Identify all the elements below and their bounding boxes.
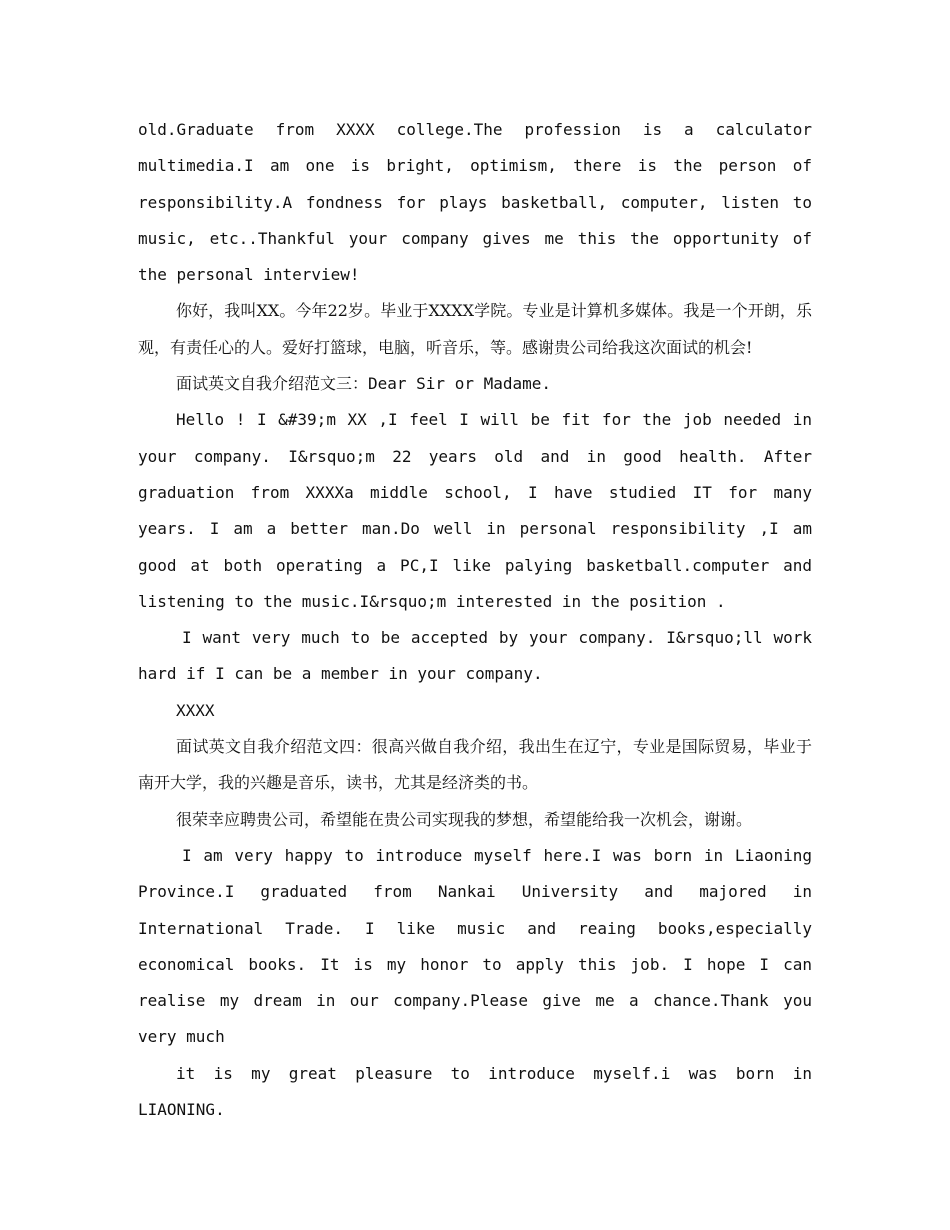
section-heading-sample-three: 面试英文自我介绍范文三：Dear Sir or Madame. (176, 374, 552, 394)
paragraph-intro-chinese: 你好，我叫XX。今年22岁。毕业于XXXX学院。专业是计算机多媒体。我是一个开朗，乐观，有责任心的人。爱好打篮球，电脑，听音乐，等。感谢贵公司给我这次面试的机会! (138, 301, 812, 357)
section-heading-sample-four: 面试英文自我介绍范文四：很高兴做自我介绍，我出生在辽宁，专业是国际贸易，毕业于南开大学，我的兴趣是音乐，读书，尤其是经济类的书。 (138, 737, 812, 793)
paragraph-intro-english: old.Graduate from XXXX college.The profession is a calculator multimedia.I am one is bright, optimism, there is the person of responsibility.A fondness for plays basketball, computer, listen to music, etc..Thankful your company gives me this the opportunity of the personal interview! (138, 120, 812, 285)
paragraph-sample-five-start: it is my great pleasure to introduce myself.i was born in LIAONING. (138, 1063, 812, 1120)
paragraph-sample-three-body: Hello ! I &#39;m XX ,I feel I will be fit for the job needed in your company. I&rsquo;m 22 years old and in good health. After graduation from XXXXa middle school, I have studied IT for many years. I am a better man.Do well in personal responsibility ,I am good at both operating a PC,I like palying basketball.computer and listening to the music.I&rsquo;m interested in the position . (138, 410, 812, 611)
document-page (138, 112, 812, 1128)
signature-placeholder: XXXX (176, 700, 215, 720)
paragraph-sample-four-chinese: 很荣幸应聘贵公司，希望能在贵公司实现我的梦想，希望能给我一次机会，谢谢。 (176, 809, 753, 829)
paragraph-sample-three-closing: I want very much to be accepted by your company. I&rsquo;ll work hard if I can be a member in your company. (138, 628, 812, 684)
paragraph-sample-four-english: I am very happy to introduce myself here.I was born in Liaoning Province.I graduated from Nankai University and majored in International Trade. I like music and reaing books,especially economical books. It is my honor to apply this job. I hope I can realise my dream in our company.Please give me a chance.Thank you very much (138, 845, 812, 1047)
